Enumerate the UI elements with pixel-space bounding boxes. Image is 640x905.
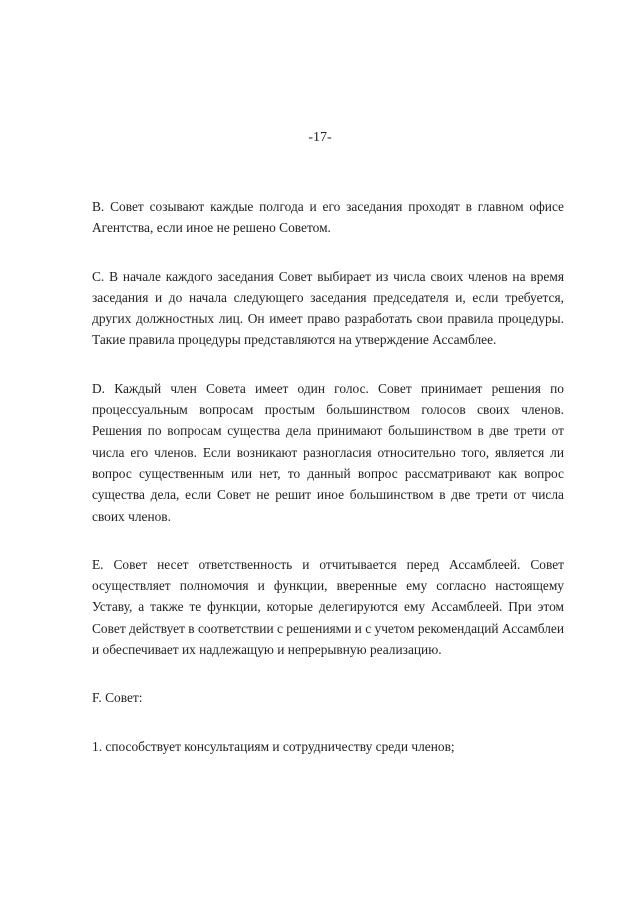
paragraph-f: F. Совет: (92, 690, 143, 706)
paragraph-c: C. В начале каждого заседания Совет выбирает из числа своих членов на время заседания и до начала следующего заседания председателя и, если требуется, других должностных лиц. Он имеет право разработать свои правила процедуры. Такие правила процедуры представляются на утверждение Ассамблее. (92, 268, 564, 348)
list-item-1: 1. способствует консультациям и сотрудничеству среди членов; (92, 738, 455, 754)
paragraph-d: D. Каждый член Совета имеет один голос. Совет принимает решения по процессуальным вопросам простым большинством голосов своих членов. Решения по вопросам существа дела принимают большинством в две трети от числа его членов. Если возникают разногласия относительно того, является ли вопрос существенным или нет, то данный вопрос рассматривают как вопрос существа дела, если Совет не решит иное большинством в две трети от числа своих членов. (92, 380, 564, 524)
page-number: -17- (308, 130, 332, 145)
paragraph-e: E. Совет несет ответственность и отчитывается перед Ассамблеей. Совет осуществляет полномочия и функции, вверенные ему согласно настоящему Уставу, а также те функции, которые делегируются ему Ассамблеей. При этом Совет действует в соответствии с решениями и с учетом рекомендаций Ассамблеи и обеспечивает их надлежащую и непрерывную реализацию. (92, 556, 564, 658)
document-body (92, 196, 564, 784)
paragraph-b: B. Совет созывают каждые полгода и его заседания проходят в главном офисе Агентства, если иное не решено Советом. (92, 199, 564, 236)
